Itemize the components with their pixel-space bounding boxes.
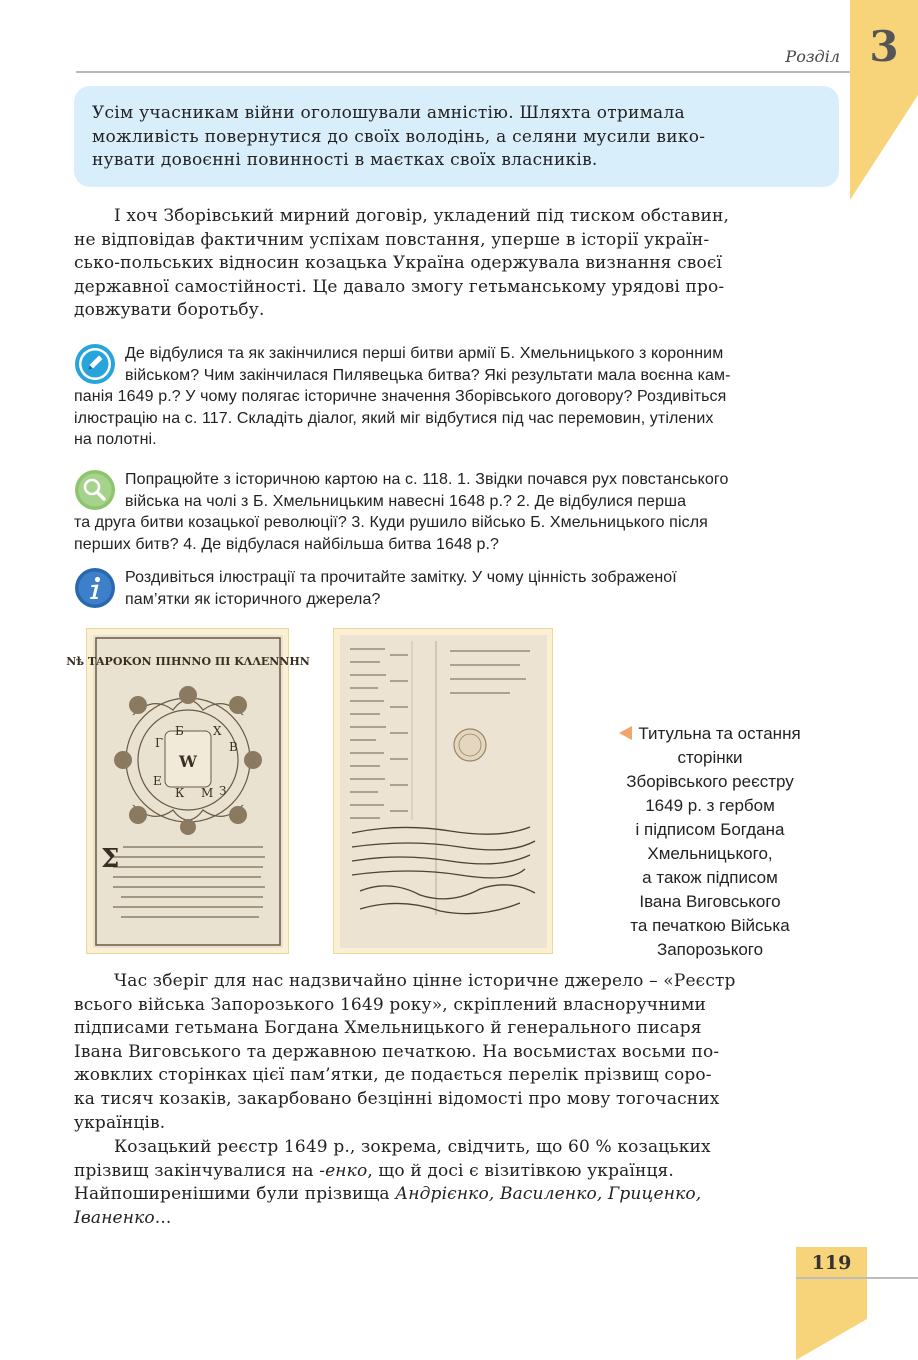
paragraph-line: українців. (74, 1112, 166, 1133)
paragraph-line: сько-польських відносин козацька Україна одержувала визнання своєї (74, 253, 723, 274)
task-line: Роздивіться ілюстрації та прочитайте замітку. У чому цінність зображеної (125, 569, 677, 586)
highlight-line: Усім учасникам війни оголошували амністію. Шляхта отримала (92, 103, 685, 123)
crest-letter: Б (175, 724, 184, 738)
footer-rule (796, 1277, 918, 1279)
page-number: 119 (811, 1252, 852, 1274)
title-page-image (66, 628, 310, 954)
paragraph-line (74, 1207, 840, 1231)
crest-monogram: W (179, 752, 197, 771)
crest-letter: К (175, 786, 185, 800)
figure-caption (590, 722, 830, 962)
info-icon (74, 567, 116, 609)
text-run: , що й досі є візитівкою українця. (367, 1160, 674, 1181)
chapter-number: 3 (869, 22, 899, 71)
last-page-illustration (340, 635, 547, 948)
caption-line: Івана Виговського (639, 892, 781, 911)
highlight-box (74, 86, 839, 187)
crest-letter: Е (153, 774, 162, 788)
text-run: ... (154, 1207, 172, 1228)
body-paragraph-3 (74, 1136, 840, 1230)
caption-line: а також підписом (642, 868, 778, 887)
caption-line: та печаткою Війська (630, 916, 790, 935)
chapter-tab-corner (850, 95, 918, 200)
crest-letter: В (229, 740, 238, 754)
task-line: на полотні. (74, 431, 157, 449)
paragraph-line: всього війська Запорозького 1649 року», скріплений власноручними (74, 994, 706, 1015)
task-line: війська на чолі з Б. Хмельницьким навесні 1648 р.? 2. Де відбулися перша (125, 492, 687, 510)
caption-line: Запорозького (656, 940, 764, 959)
last-page-image (333, 628, 553, 954)
body-paragraph-1 (74, 205, 840, 323)
highlight-text (92, 102, 819, 173)
italic-suffix: -енко (319, 1160, 368, 1181)
pencil-icon (74, 343, 116, 385)
paragraph-line: Час зберіг для нас надзвичайно цінне історичне джерело – «Реєстр (114, 971, 736, 991)
highlight-line: нувати довоєнні повинності в маєтках своїх власників. (92, 150, 598, 170)
caption-line: Титульна та остання (638, 724, 801, 743)
magnifier-icon (74, 469, 116, 511)
paragraph-line: підписами гетьмана Богдана Хмельницького й генерального писаря (74, 1018, 702, 1039)
task-line: військом? Чим закінчилася Пилявецька битва? Які результати мала воєнна кам- (125, 366, 731, 384)
crest-letter: М (201, 786, 214, 800)
task-line: Попрацюйте з історичною картою на с. 118. 1. Звідки почався рух повстанського (125, 471, 729, 488)
paragraph-line (74, 1183, 840, 1207)
body-paragraph-2 (74, 970, 840, 1135)
page-number-tab-corner (796, 1319, 867, 1360)
task-questions (74, 343, 840, 451)
caption-line: сторінки (677, 748, 743, 767)
title-page-illustration (66, 635, 310, 948)
paragraph-line: не відповідав фактичним успіхам повстання, уперше в історії україн- (74, 229, 710, 250)
task-line: панія 1649 р.? У чому полягає історичне значення Зборівського договору? Роздивіться (74, 388, 727, 406)
task-line: та друга битви козацької революції? 3. Куди рушило військо Б. Хмельницького після (74, 514, 708, 532)
paragraph-line: довжувати боротьбу. (74, 300, 265, 321)
paragraph-line: Козацький реєстр 1649 р., зокрема, свідчить, що 60 % козацьких (114, 1137, 711, 1157)
caption-arrow-icon (619, 726, 632, 740)
task-map-text (74, 469, 840, 555)
task-line: пам’ятки як історичного джерела? (125, 590, 381, 608)
task-info (74, 567, 840, 610)
title-page-heading: Nѣ ΤΑΡΟΚΟΝ ΠΙΗΝΝΟ ΠΙ ΚΛΛΕΝΝΗΝ (66, 655, 310, 668)
paragraph-line: І хоч Зборівський мирний договір, укладений під тиском обставин, (114, 206, 730, 226)
paragraph-line: ка тисяч козаків, закарбовано безцінні відомості про мову тогочасних (74, 1088, 720, 1109)
text-run: Найпоширенішими були прізвища (74, 1184, 396, 1205)
task-questions-text (74, 343, 840, 451)
crest-letter: З (219, 784, 227, 798)
crest-letter: Г (155, 736, 163, 750)
caption-line: Зборівського реєстру (626, 772, 794, 791)
crest-letter: Х (213, 724, 222, 738)
section-label: Розділ (785, 47, 840, 66)
task-line: Де відбулися та як закінчилися перші битви армії Б. Хмельницького з коронним (125, 345, 724, 362)
paragraph-line: жовклих сторінках цієї пам’ятки, де подається перелік прізвищ соро- (74, 1065, 712, 1086)
paragraph-line (74, 1160, 840, 1184)
italic-surnames: Андрієнко, Василенко, Гриценко, (395, 1184, 702, 1205)
caption-line: 1649 р. з гербом (645, 796, 775, 815)
italic-surnames: Іваненко (74, 1207, 155, 1228)
header-rule (76, 71, 918, 73)
svg-text:Σ: Σ (101, 844, 120, 874)
task-map (74, 469, 840, 555)
task-info-text (74, 567, 840, 610)
caption-line: і підписом Богдана (635, 820, 785, 839)
paragraph-line: Івана Виговського та державною печаткою. На восьмистах восьми по- (74, 1041, 720, 1062)
highlight-line: можливість повернутися до своїх володінь, а селяни мусили вико- (92, 126, 706, 147)
paragraph-line: державної самостійності. Це давало змогу гетьманському урядові про- (74, 276, 725, 297)
text-run: прізвищ закінчувалися на (74, 1160, 320, 1181)
caption-line: Хмельницького, (647, 844, 773, 863)
task-line: ілюстрацію на с. 117. Складіть діалог, який міг відбутися під час перемовин, утілених (74, 409, 714, 427)
task-line: перших битв? 4. Де відбулася найбільша битва 1648 р.? (74, 535, 500, 553)
